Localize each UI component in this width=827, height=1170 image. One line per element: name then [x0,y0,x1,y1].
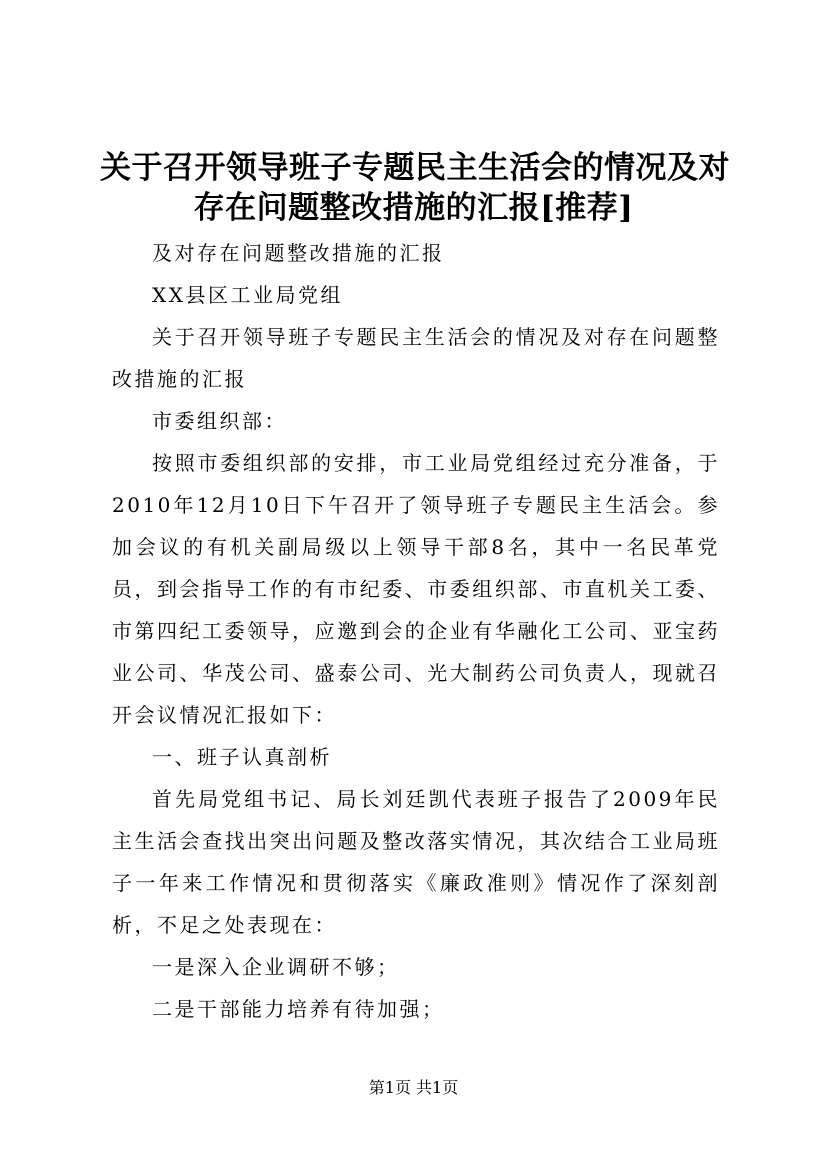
paragraph-point-2: 二是干部能力培养有待加强； [152,997,445,1021]
title-line-2: 存在问题整改措施的汇报[推荐] [193,190,634,226]
paragraph-addressee: 市委组织部： [152,409,287,433]
title-line-1: 关于召开领导班子专题民主生活会的情况及对 [100,150,730,186]
paragraph-section-heading: 一、班子认真剖析 [152,745,332,769]
paragraph-report-title: 关于召开领导班子专题民主生活会的情况及对存在问题整改措施的汇报 [112,325,720,391]
document-body [112,232,720,1030]
document-title [100,148,730,228]
paragraph-meeting-summary: 按照市委组织部的安排，市工业局党组经过充分准备，于2010年12月10日下午召开了领导班子专题民主生活会。参加会议的有机关副局级以上领导干部8名，其中一名民革党员，到会指导工作的有市纪委、市委组织部、市直机关工委、市第四纪工委领导，应邀到会的企业有华融化工公司、亚宝药业公司、华茂公司、盛泰公司、光大制药公司负责人，现就召开会议情况汇报如下： [112,451,720,727]
paragraph-analysis: 首先局党组书记、局长刘廷凯代表班子报告了2009年民主生活会查找出突出问题及整改落实情况，其次结合工业局班子一年来工作情况和贯彻落实《廉政准则》情况作了深刻剖析，不足之处表现在： [112,787,720,937]
page-footer: 第1页 共1页 [368,1078,459,1097]
paragraph-organization: XX县区工业局党组 [152,283,343,307]
paragraph-point-1: 一是深入企业调研不够； [152,955,400,979]
paragraph-subtitle: 及对存在问题整改措施的汇报 [152,241,445,265]
